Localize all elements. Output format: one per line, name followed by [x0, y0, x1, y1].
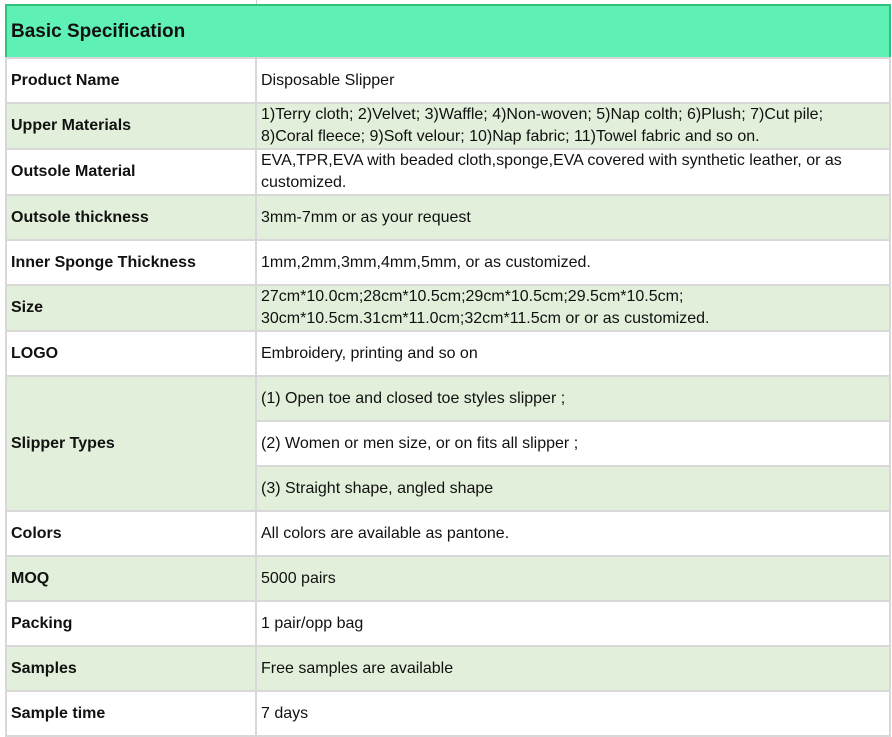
- table-row-packing: [6, 601, 890, 646]
- row-value-line: 27cm*10.0cm;28cm*10.5cm;29cm*10.5cm;29.5cm*10.5cm;: [261, 288, 684, 305]
- row-label: Outsole thickness: [6, 195, 256, 240]
- row-label: Size: [6, 285, 256, 331]
- specification-table: [5, 4, 891, 737]
- row-label: Slipper Types: [6, 376, 256, 511]
- row-value-line: 30cm*10.5cm.31cm*11.0cm;32cm*11.5cm or or as customized.: [261, 310, 710, 327]
- row-value-line: EVA,TPR,EVA with beaded cloth,sponge,EVA covered with synthetic leather, or as: [261, 152, 842, 169]
- row-value: Free samples are available: [256, 646, 890, 691]
- table-row-slipper-types: [6, 376, 890, 421]
- row-value: [256, 149, 890, 195]
- row-value: 1 pair/opp bag: [256, 601, 890, 646]
- row-value: [256, 103, 890, 149]
- row-label: Sample time: [6, 691, 256, 736]
- row-value-line: 8)Coral fleece; 9)Soft velour; 10)Nap fabric; 11)Towel fabric and so on.: [261, 128, 760, 145]
- row-label: Inner Sponge Thickness: [6, 240, 256, 285]
- table-row-outsole-material: [6, 149, 890, 195]
- row-value: All colors are available as pantone.: [256, 511, 890, 556]
- row-value: 3mm-7mm or as your request: [256, 195, 890, 240]
- row-label: Outsole Material: [6, 149, 256, 195]
- table-row-product-name: [6, 58, 890, 103]
- row-label: Packing: [6, 601, 256, 646]
- row-label: Colors: [6, 511, 256, 556]
- row-value: 7 days: [256, 691, 890, 736]
- table-row-upper-materials: [6, 103, 890, 149]
- row-label: LOGO: [6, 331, 256, 376]
- row-label: Samples: [6, 646, 256, 691]
- row-value: [256, 285, 890, 331]
- row-value: (1) Open toe and closed toe styles slipper ;: [256, 376, 890, 421]
- row-label: Product Name: [6, 58, 256, 103]
- table-header-row: [6, 5, 890, 58]
- row-value: 5000 pairs: [256, 556, 890, 601]
- table-row-colors: [6, 511, 890, 556]
- row-value: Disposable Slipper: [256, 58, 890, 103]
- table-row-samples: [6, 646, 890, 691]
- table-title: Basic Specification: [6, 5, 890, 58]
- row-value-line: customized.: [261, 174, 347, 191]
- row-value: (3) Straight shape, angled shape: [256, 466, 890, 511]
- row-value: Embroidery, printing and so on: [256, 331, 890, 376]
- table-row-size: [6, 285, 890, 331]
- table-row-logo: [6, 331, 890, 376]
- table-row-outsole-thickness: [6, 195, 890, 240]
- row-value: 1mm,2mm,3mm,4mm,5mm, or as customized.: [256, 240, 890, 285]
- table-row-moq: [6, 556, 890, 601]
- row-value-line: 1)Terry cloth; 2)Velvet; 3)Waffle; 4)Non-woven; 5)Nap colth; 6)Plush; 7)Cut pile;: [261, 106, 824, 123]
- row-label: Upper Materials: [6, 103, 256, 149]
- row-label: MOQ: [6, 556, 256, 601]
- row-value: (2) Women or men size, or on fits all slipper ;: [256, 421, 890, 466]
- table-row-inner-sponge-thickness: [6, 240, 890, 285]
- table-row-sample-time: [6, 691, 890, 736]
